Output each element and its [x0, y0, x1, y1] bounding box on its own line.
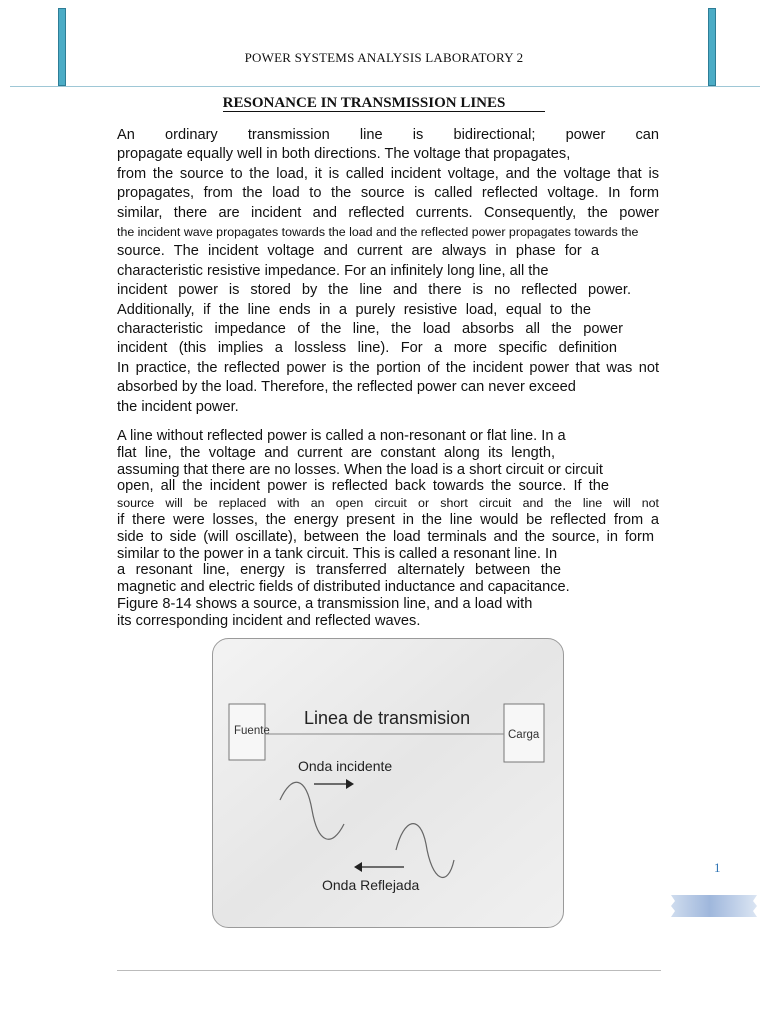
load-label: Carga	[508, 729, 540, 741]
text-line: if there were losses, the energy present in the line would be reflected from a	[117, 511, 659, 528]
text-line: propagate equally well in both directions. The voltage that propagates,	[117, 146, 571, 163]
text-line: source will be replaced with an open circuit or short circuit and the line will not	[117, 496, 659, 511]
text-line: Figure 8-14 shows a source, a transmission line, and a load with	[117, 595, 533, 612]
paragraph-2	[117, 428, 659, 630]
text-line: incident (this implies a lossless line). For a more specific definition	[117, 340, 617, 357]
source-label: Fuente	[234, 725, 270, 737]
document-title-text: RESONANCE IN TRANSMISSION LINES	[223, 95, 546, 112]
paragraph-1	[117, 126, 659, 417]
line-label: Linea de transmision	[304, 708, 471, 728]
transmission-line-diagram	[212, 638, 564, 928]
page-number: 1	[714, 860, 721, 875]
text-line: An ordinary transmission line is bidirectional; power can	[117, 127, 659, 143]
text-line: source. The incident voltage and current are always in phase for a	[117, 243, 599, 260]
page-number-tab	[671, 895, 757, 917]
text-line: A line without reflected power is called a non-resonant or flat line. In a	[117, 428, 566, 444]
header-accent-bar-left	[58, 8, 66, 86]
text-line: its corresponding incident and reflected waves.	[117, 612, 421, 629]
text-line: similar, there are incident and reflected currents. Consequently, the power	[117, 204, 659, 221]
text-line: Additionally, if the line ends in a purely resistive load, equal to the	[117, 301, 591, 318]
text-line: magnetic and electric fields of distributed inductance and capacitance.	[117, 579, 570, 596]
text-line: side to side (will oscillate), between the load terminals and the source, in form	[117, 528, 654, 545]
text-line: a resonant line, energy is transferred alternately between the	[117, 562, 561, 579]
text-line: similar to the power in a tank circuit. This is called a resonant line. In	[117, 545, 558, 562]
text-line: the incident power.	[117, 398, 239, 415]
text-line: propagates, from the load to the source is called reflected voltage. In form	[117, 185, 659, 202]
header-accent-bar-right	[708, 8, 716, 86]
text-line: In practice, the reflected power is the portion of the incident power that was not	[117, 359, 659, 376]
text-line: flat line, the voltage and current are constant along its length,	[117, 444, 555, 461]
text-line: from the source to the load, it is called incident voltage, and the voltage that is	[117, 165, 659, 182]
running-header: POWER SYSTEMS ANALYSIS LABORATORY 2	[244, 50, 524, 65]
header-rule	[10, 86, 760, 87]
text-line: characteristic resistive impedance. For an infinitely long line, all the	[117, 262, 549, 279]
transmission-line-figure	[212, 638, 564, 928]
text-line: absorbed by the load. Therefore, the reflected power can never exceed	[117, 379, 576, 396]
incident-label: Onda incidente	[298, 758, 393, 774]
text-line: the incident wave propagates towards the load and the reflected power propagates towards the	[117, 224, 639, 239]
reflected-label: Onda Reflejada	[322, 877, 420, 893]
text-line: incident power is stored by the line and there is no reflected power.	[117, 282, 631, 299]
text-line: open, all the incident power is reflected back towards the source. If the	[117, 478, 609, 495]
text-line: characteristic impedance of the line, the load absorbs all the power	[117, 320, 623, 337]
document-title	[0, 95, 768, 112]
text-line: assuming that there are no losses. When the load is a short circuit or circuit	[117, 461, 603, 478]
footer-rule	[117, 970, 661, 971]
